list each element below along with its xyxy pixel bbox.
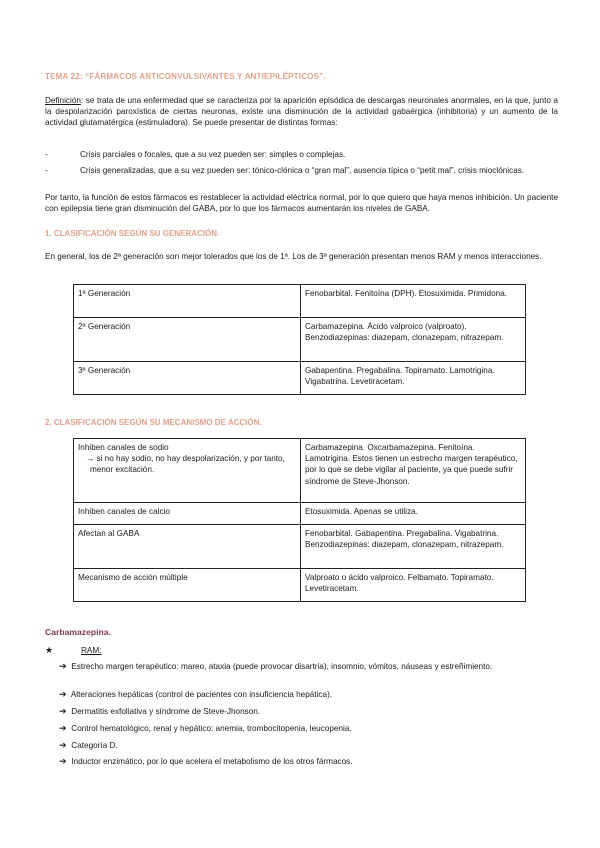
- generation-cell: 3ª Generación: [74, 362, 301, 395]
- mechanism-cell: [74, 439, 301, 503]
- table-row: [74, 362, 526, 395]
- definition-label: Definición: [45, 96, 81, 105]
- arrow-icon: ➔: [59, 740, 67, 750]
- star-icon: ★: [45, 645, 54, 655]
- page-title: TEMA 22: “FÁRMACOS ANTICONVULSIVANTES Y ANTIEPILÉPTICOS”.: [45, 72, 326, 81]
- list-item-text: Alteraciones hepáticas (control de pacientes con insuficiencia hepática).: [70, 690, 333, 699]
- arrow-icon: ➔: [59, 756, 67, 766]
- mechanism-table: [73, 438, 526, 602]
- section-title-generation: 1. CLASIFICACIÓN SEGÚN SU GENERACIÓN.: [45, 229, 220, 238]
- list-item-text: Crisis parciales o focales, que a su vez pueden ser: simples o complejas.: [80, 150, 346, 159]
- list-item: [45, 706, 558, 717]
- definition-text: : se trata de una enfermedad que se caracteriza por la aparición episódica de descargas neuronales anormales, en la que, junto a la despolarización paroxística de ciertas neuronas, existe una disminución de la actividad gabaérgica (inhibitoria) y un aumento de la actividad glutamatérgica (estimuladora). Se puede presentar de distintas formas:: [45, 96, 558, 128]
- arrow-icon: ➔: [59, 723, 67, 733]
- table-row: [74, 439, 526, 503]
- ram-label: RAM:: [81, 646, 102, 655]
- list-item-text: Estrecho margen terapéutico: mareo, ataxia (puede provocar disartria), insomnio, vómitos, náuseas y estreñimiento.: [71, 662, 493, 671]
- mechanism-label: Inhiben canales de sodio: [78, 443, 169, 452]
- table-row: [74, 318, 526, 362]
- mechanism-label: Afectan al GABA: [78, 529, 140, 538]
- drugs-cell: Valproato o ácido valproico. Felbamato. Topiramato. Levetiracetam.: [301, 569, 526, 602]
- dash-marker: -: [45, 166, 48, 175]
- list-item: [45, 165, 558, 176]
- dash-marker: -: [45, 150, 48, 159]
- table-row: [74, 569, 526, 602]
- drugs-cell: Carbamazepina. Ácido valproico (valproato). Benzodiazepinas: diazepam, clonazepam, nitrazepam.: [301, 318, 526, 362]
- arrow-icon: ➔: [59, 706, 67, 716]
- definition-paragraph: [45, 95, 558, 129]
- table-row: [74, 285, 526, 318]
- generation-cell: 2ª Generación: [74, 318, 301, 362]
- mechanism-cell: [74, 503, 301, 525]
- drugs-cell: Fenobarbital. Gabapentina. Pregabalina. Vigabatrina. Benzodiazepinas: diazepam, clonazepam, nitrazepam.: [301, 525, 526, 569]
- carbamazepina-title: Carbamazepina.: [45, 627, 111, 637]
- list-item: [45, 689, 558, 700]
- mechanism-label: Inhiben canales de calcio: [78, 507, 170, 516]
- list-item: [45, 723, 558, 734]
- generation-table: [73, 284, 526, 395]
- mechanism-cell: [74, 525, 301, 569]
- generation-intro: En general, los de 2ª generación son mejor tolerados que los de 1ª. Los de 3ª generación presentan menos RAM y menos interacciones.: [45, 252, 542, 261]
- list-item-text: Dermatitis exfoliativa y síndrome de Steve-Jhonson.: [71, 707, 261, 716]
- list-item-text: Crisis generalizadas, que a su vez pueden ser: tónico-clónica o “gran mal”, ausencia típica o “petit mal”, crisis mioclónicas.: [80, 166, 525, 175]
- drugs-cell: Gabapentina. Pregabalina. Topiramato. Lamotrigina. Vigabatrina. Levetiracetam.: [301, 362, 526, 395]
- function-paragraph: Por tanto, la función de estos fármacos es restablecer la actividad eléctrica normal, por lo que quiero que haya menos inhibición. Un paciente con epilepsia tiene gran disminución del GABA, por lo que los fármacos aumentarán los niveles de GABA.: [45, 193, 558, 214]
- table-row: [74, 503, 526, 525]
- section-title-mechanism: 2. CLASIFICACIÓN SEGÚN SU MECANISMO DE ACCIÓN.: [45, 418, 262, 427]
- mechanism-note: → si no hay sodio, no hay despolarización, y por tanto, menor excitación.: [86, 454, 285, 475]
- list-item: [45, 661, 558, 672]
- arrow-icon: ➔: [59, 661, 67, 671]
- drugs-cell: Etosuximida. Apenas se utiliza.: [301, 503, 526, 525]
- list-item-text: Control hematológico, renal y hepático: anemia, trombocitopenia, leucopenia.: [71, 724, 352, 733]
- table-row: [74, 525, 526, 569]
- drugs-cell: Fenobarbital. Fenitoína (DPH). Etosuximida. Primidona.: [301, 285, 526, 318]
- generation-cell: 1ª Generación: [74, 285, 301, 318]
- mechanism-cell: [74, 569, 301, 602]
- drugs-cell: Carbamazepina. Oxcarbamazepina. Fenitoína. Lamotrigina. Estos tienen un estrecho margen terapéutico, por lo que se debe vigilar al paciente, ya que puede sufrir síndrome de Steve-Jhonson.: [301, 439, 526, 503]
- arrow-icon: ➔: [59, 689, 67, 699]
- list-item: [45, 149, 558, 160]
- list-item: [45, 756, 558, 767]
- mechanism-label: Mecanismo de acción múltiple: [78, 573, 188, 582]
- list-item-text: Categoría D.: [71, 741, 118, 750]
- ram-heading: [45, 645, 101, 656]
- list-item: [45, 740, 558, 751]
- list-item-text: Inductor enzimático, por lo que acelera el metabolismo de los otros fármacos.: [71, 757, 353, 766]
